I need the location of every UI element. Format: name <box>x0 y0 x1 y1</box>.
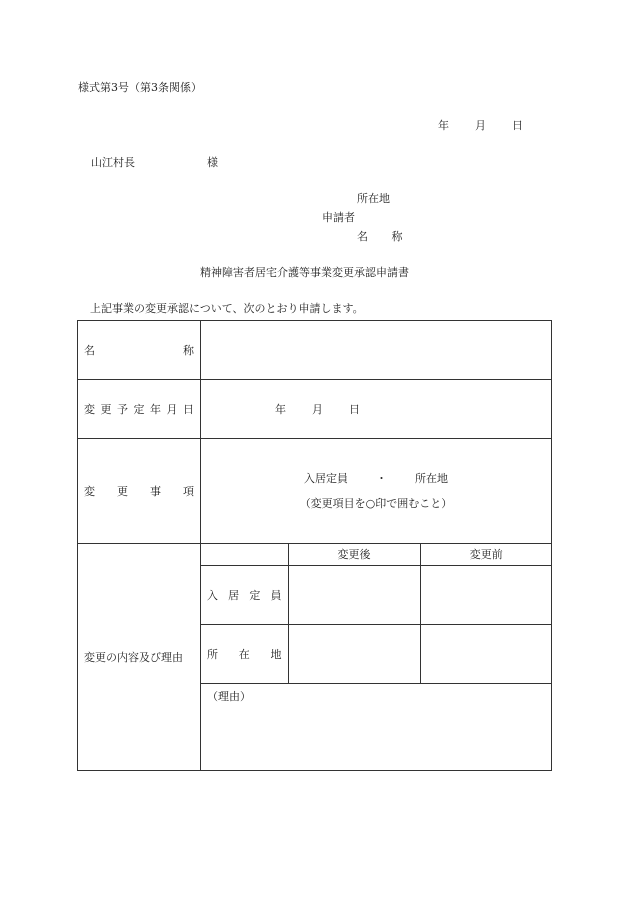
date-day: 日 <box>512 119 523 132</box>
items-dot: ・ <box>376 471 387 485</box>
date-label: 変 更 予 定 年 月 日 <box>78 380 201 439</box>
location-after-field[interactable] <box>288 624 420 683</box>
items-note: （変更項目を○印で囲むこと） <box>299 497 453 510</box>
items-label: 変 更 事 項 <box>78 439 201 544</box>
honorific: 様 <box>207 156 218 169</box>
items-options <box>201 471 551 486</box>
row-date <box>78 380 552 439</box>
document-title: 精神障害者居宅介護等事業変更承認申請書 <box>200 266 409 279</box>
table-date-year: 年 <box>275 403 286 416</box>
items-value-field[interactable] <box>201 439 552 544</box>
location-label: 所 在 地 <box>201 624 288 683</box>
form-number: 様式第3号（第3条関係） <box>78 81 202 94</box>
applicant-location-label: 所在地 <box>357 192 390 205</box>
date-month: 月 <box>475 119 486 132</box>
before-header: 変更前 <box>420 544 552 565</box>
row-items <box>78 439 552 544</box>
items-option-capacity[interactable]: 入居定員 <box>304 471 348 485</box>
name-label: 名 称 <box>78 321 201 380</box>
applicant-label: 申請者 <box>322 211 355 224</box>
reason-field[interactable] <box>201 683 552 770</box>
date-line <box>438 120 523 131</box>
row-name <box>78 321 552 380</box>
date-year: 年 <box>438 119 449 132</box>
addressee: 山江村長 <box>91 156 135 169</box>
capacity-label: 入 居 定 員 <box>201 565 288 624</box>
details-label: 変更の内容及び理由 <box>78 544 201 771</box>
name-value-field[interactable] <box>201 321 552 380</box>
date-value-field[interactable] <box>201 380 552 439</box>
table-date-day: 日 <box>349 403 360 416</box>
details-inner-table <box>201 544 552 770</box>
applicant-name-label: 名 称 <box>357 230 413 243</box>
application-form-table <box>77 320 552 771</box>
table-date-month: 月 <box>312 403 323 416</box>
row-details <box>78 544 552 771</box>
after-header: 変更後 <box>288 544 420 565</box>
intro-text: 上記事業の変更承認について、次のとおり申請します。 <box>90 302 364 315</box>
capacity-after-field[interactable] <box>288 565 420 624</box>
items-option-location[interactable]: 所在地 <box>415 471 448 485</box>
capacity-before-field[interactable] <box>420 565 552 624</box>
reason-label: （理由） <box>207 689 251 703</box>
details-corner <box>201 544 288 565</box>
location-before-field[interactable] <box>420 624 552 683</box>
